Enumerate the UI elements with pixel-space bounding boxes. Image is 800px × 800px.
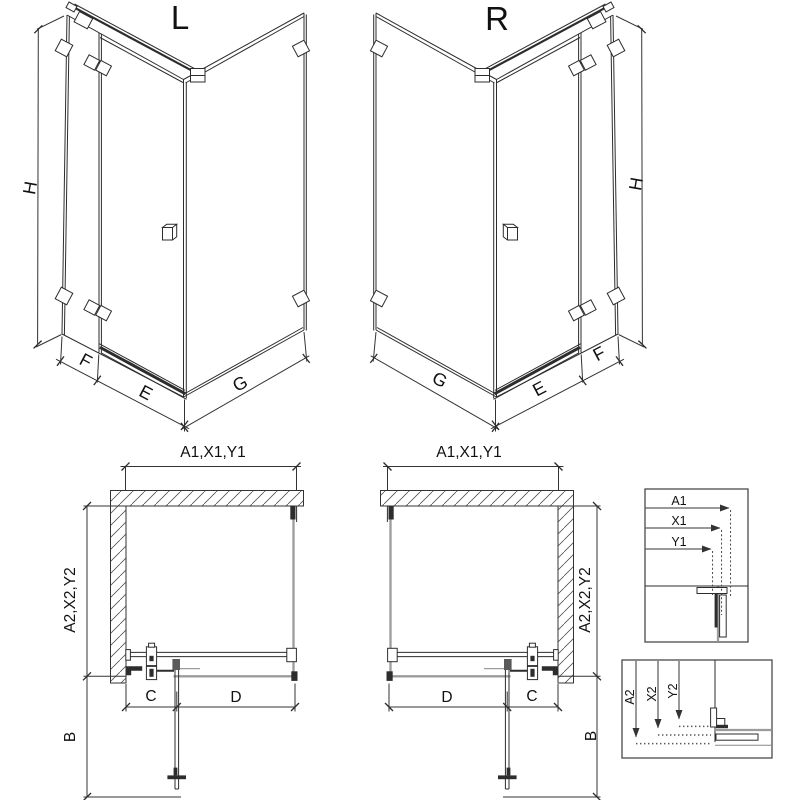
detail-depth-a2-label: A2: [623, 689, 637, 705]
plan-left-door-segment-label: D: [230, 689, 242, 706]
detail-width-border: [645, 489, 748, 642]
plan-right-door-swing-label: B: [583, 730, 600, 742]
iso-right-side-width-label: G: [428, 367, 451, 392]
detail-depth-y2-label: Y2: [666, 683, 680, 699]
detail-width-x1-label: X1: [671, 514, 687, 528]
plan-right-door-segment-label: D: [441, 689, 453, 706]
detail-width-y1-label: Y1: [671, 535, 687, 549]
detail-depth-x2-label: X2: [645, 686, 659, 702]
iso-right-fixed-width-label: F: [589, 342, 609, 366]
plan-left-door-swing-label: B: [62, 731, 79, 743]
iso-left-geometry: [34, 2, 310, 432]
iso-right-title: R: [485, 0, 509, 37]
plan-right-width-label: A1,X1,Y1: [436, 444, 502, 461]
iso-view-right: [370, 0, 647, 432]
detail-width-a1-label: A1: [671, 494, 687, 508]
iso-left-title: L: [170, 0, 190, 36]
plan-left-depth-label: A2,X2,Y2: [62, 567, 79, 633]
iso-right-geometry: [370, 2, 646, 432]
detail-box-depth: [622, 660, 772, 758]
iso-left-door-width-label: E: [135, 381, 156, 405]
plan-right-depth-label: A2,X2,Y2: [577, 567, 594, 633]
iso-right-door-width-label: E: [529, 377, 550, 401]
plan-left-width-label: A1,X1,Y1: [180, 444, 246, 461]
plan-view-right: [381, 444, 602, 800]
plan-right-fixed-segment-label: C: [526, 688, 538, 705]
plan-left-side-wall: [111, 506, 127, 683]
iso-left-fixed-width-label: F: [76, 349, 96, 373]
plan-left-top-wall: [111, 491, 304, 507]
iso-view-left: [19, 0, 310, 432]
plan-right-top-wall: [381, 491, 574, 507]
plan-view-left: [62, 444, 304, 800]
detail-box-width: [645, 489, 748, 642]
plan-left-fixed-segment-label: C: [145, 688, 157, 705]
plan-right-side-wall: [558, 506, 574, 683]
iso-right-height-label: H: [625, 175, 648, 193]
iso-left-side-width-label: G: [229, 371, 252, 396]
iso-left-height-label: H: [19, 179, 42, 197]
